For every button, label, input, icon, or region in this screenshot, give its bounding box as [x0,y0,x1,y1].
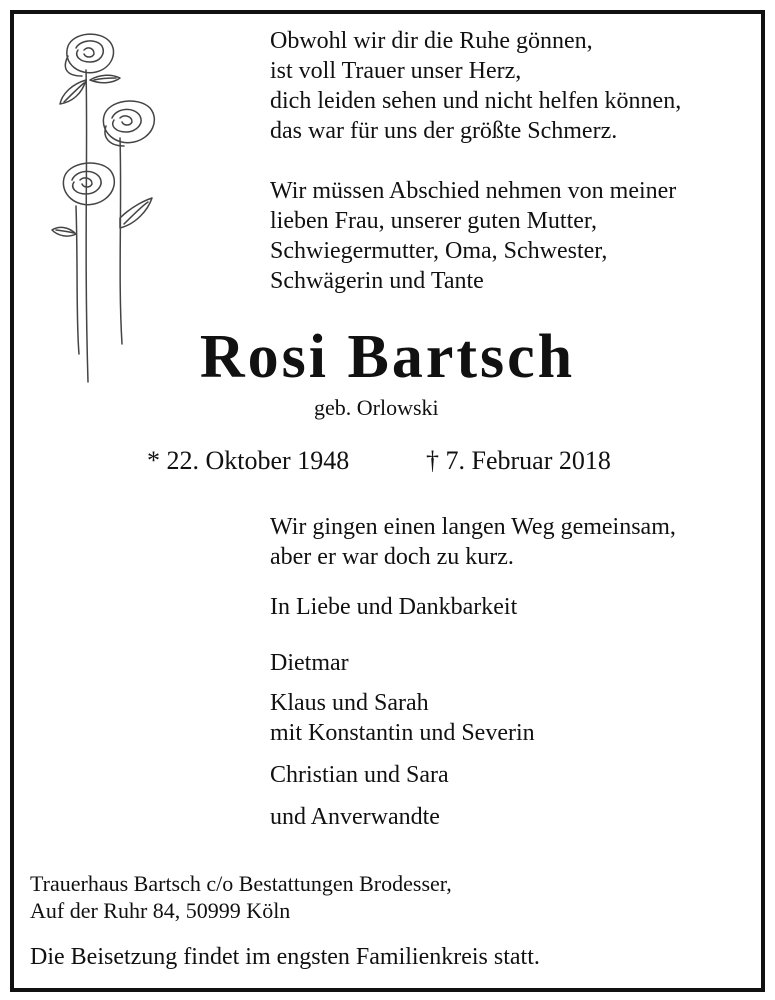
poem-line: das war für uns der größte Schmerz. [270,118,618,144]
quote-line: aber er war doch zu kurz. [270,544,514,570]
death-date: † 7. Februar 2018 [426,446,611,475]
mourner-family: Christian und Sara [270,762,449,788]
birth-date: * 22. Oktober 1948 [147,446,350,475]
intro-line: lieben Frau, unserer guten Mutter, [270,208,597,234]
intro-line: Schwiegermutter, Oma, Schwester, [270,238,608,264]
intro-line: Schwägerin und Tante [270,268,484,294]
mourner-family: mit Konstantin und Severin [270,720,535,746]
mourning-address: Auf der Ruhr 84, 50999 Köln [30,898,291,923]
obituary-notice [10,10,765,992]
mourning-address: Trauerhaus Bartsch c/o Bestattungen Brodesser, [30,871,452,896]
poem [270,26,681,146]
mourner-family: Klaus und Sarah [270,690,429,716]
farewell-intro [270,176,676,296]
poem-line: dich leiden sehen und nicht helfen können, [270,88,682,114]
mourner-spouse: Dietmar [270,650,349,676]
poem-line: Obwohl wir dir die Ruhe gönnen, [270,28,593,54]
dedication: In Liebe und Dankbarkeit [270,594,518,620]
deceased-name: Rosi Bartsch [199,323,576,391]
maiden-name: geb. Orlowski [314,395,439,420]
burial-note: Die Beisetzung findet im engsten Familienkreis statt. [30,944,540,970]
quote-line: Wir gingen einen langen Weg gemeinsam, [270,514,676,540]
poem-line: ist voll Trauer unser Herz, [270,58,522,84]
intro-line: Wir müssen Abschied nehmen von meiner [270,178,677,204]
mourner-relatives: und Anverwandte [270,804,440,830]
